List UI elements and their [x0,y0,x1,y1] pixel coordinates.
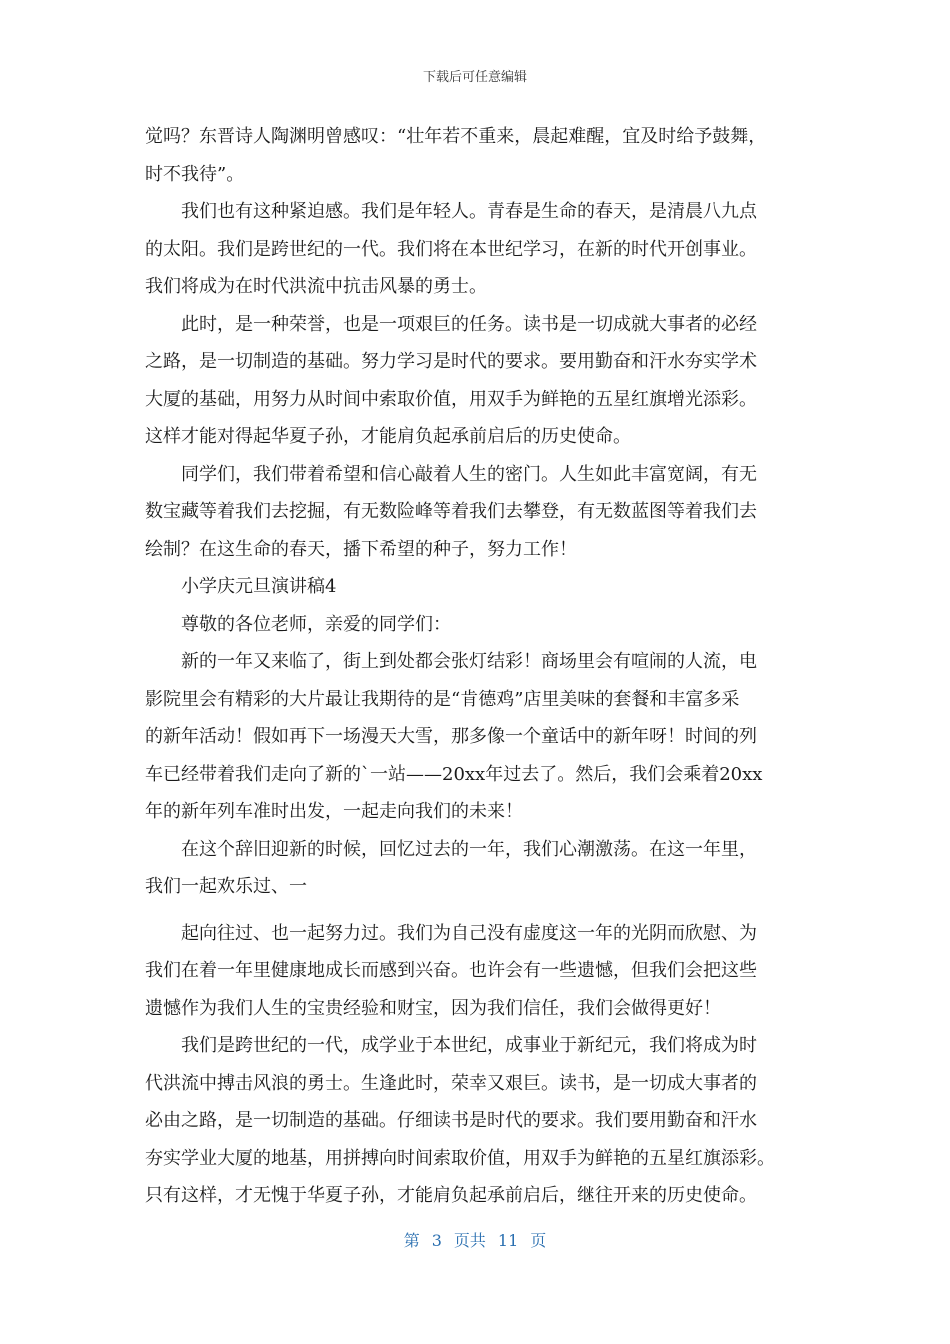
text-line: 起向往过、也一起努力过。我们为自己没有虚度这一年的光阴而欣慰、为 [181,922,757,944]
text-line: 此时，是一种荣誉，也是一项艰巨的任务。读书是一切成就大事者的必经 [181,313,757,335]
text-line: 必由之路，是一切制造的基础。仔细读书是时代的要求。我们要用勤奋和汗水 [145,1110,757,1131]
text-line: 我们将成为在时代洪流中抗击风暴的勇士。 [145,276,487,297]
text-line: 我们是跨世纪的一代，成学业于本世纪，成事业于新纪元，我们将成为时 [181,1035,757,1056]
text-line: 在这个辞旧迎新的时候，回忆过去的一年，我们心潮激荡。在这一年里， [181,838,757,860]
text-line: 夯实学业大厦的地基，用拼搏向时间索取价值，用双手为鲜艳的五星红旗添彩。 [145,1147,775,1169]
text-line: 我们一起欢乐过、一 [145,876,307,897]
text-line: 我们在着一年里健康地成长而感到兴奋。也许会有一些遗憾，但我们会把这些 [145,960,757,981]
text-line: 影院里会有精彩的大片最让我期待的是“肯德鸡”店里美味的套餐和丰富多采 [145,688,740,710]
text-line: 车已经带着我们走向了新的`一站——20xx年过去了。然后，我们会乘着20xx [145,763,763,785]
text-line: 这样才能对得起华夏子孙，才能肩负起承前启后的历史使命。 [145,426,631,447]
salutation: 尊敬的各位老师，亲爱的同学们： [181,613,451,635]
page-label-mid: 页共 [453,1231,486,1250]
page-header: 下载后可任意编辑 [422,70,527,85]
total-pages: 11 [497,1231,519,1250]
text-line: 只有这样，才无愧于华夏子孙，才能肩负起承前启后，继往开来的历史使命。 [145,1185,757,1206]
section-title: 小学庆元旦演讲稿4 [181,576,337,597]
document-body [145,118,810,1215]
text-line: 新的一年又来临了，街上到处都会张灯结彩！商场里会有喧闹的人流，电 [181,651,757,672]
text-line: 时不我待”。 [145,163,245,185]
text-line: 代洪流中搏击风浪的勇士。生逢此时，荣幸又艰巨。读书，是一切成大事者的 [145,1072,757,1094]
text-line: 遗憾作为我们人生的宝贵经验和财宝，因为我们信任，我们会做得更好！ [145,997,721,1019]
page-number: 3 [431,1231,442,1250]
text-line: 觉吗？东晋诗人陶渊明曾感叹：“壮年若不重来，晨起难醒，宜及时给予鼓舞， [145,126,767,147]
text-line: 数宝藏等着我们去挖掘，有无数险峰等着我们去攀登，有无数蓝图等着我们去 [145,501,757,522]
text-line: 我们也有这种紧迫感。我们是年轻人。青春是生命的春天，是清晨八九点 [181,201,757,222]
text-line: 的太阳。我们是跨世纪的一代。我们将在本世纪学习，在新的时代开创事业。 [145,238,757,260]
text-line: 大厦的基础，用努力从时间中索取价值，用双手为鲜艳的五星红旗增光添彩。 [145,388,757,410]
page-footer [0,1228,950,1251]
text-line: 同学们，我们带着希望和信心敲着人生的密门。人生如此丰富宽阔，有无 [181,463,757,485]
text-line: 之路，是一切制造的基础。努力学习是时代的要求。要用勤奋和汗水夯实学术 [145,351,757,372]
text-line: 年的新年列车准时出发，一起走向我们的未来！ [145,801,523,822]
text-line: 绘制？在这生命的春天，播下希望的种子，努力工作！ [145,538,577,560]
page-label-prefix: 第 [403,1231,420,1250]
text-line: 的新年活动！假如再下一场漫天大雪，那多像一个童话中的新年呀！时间的列 [145,726,757,747]
page-label-suffix: 页 [530,1231,547,1250]
